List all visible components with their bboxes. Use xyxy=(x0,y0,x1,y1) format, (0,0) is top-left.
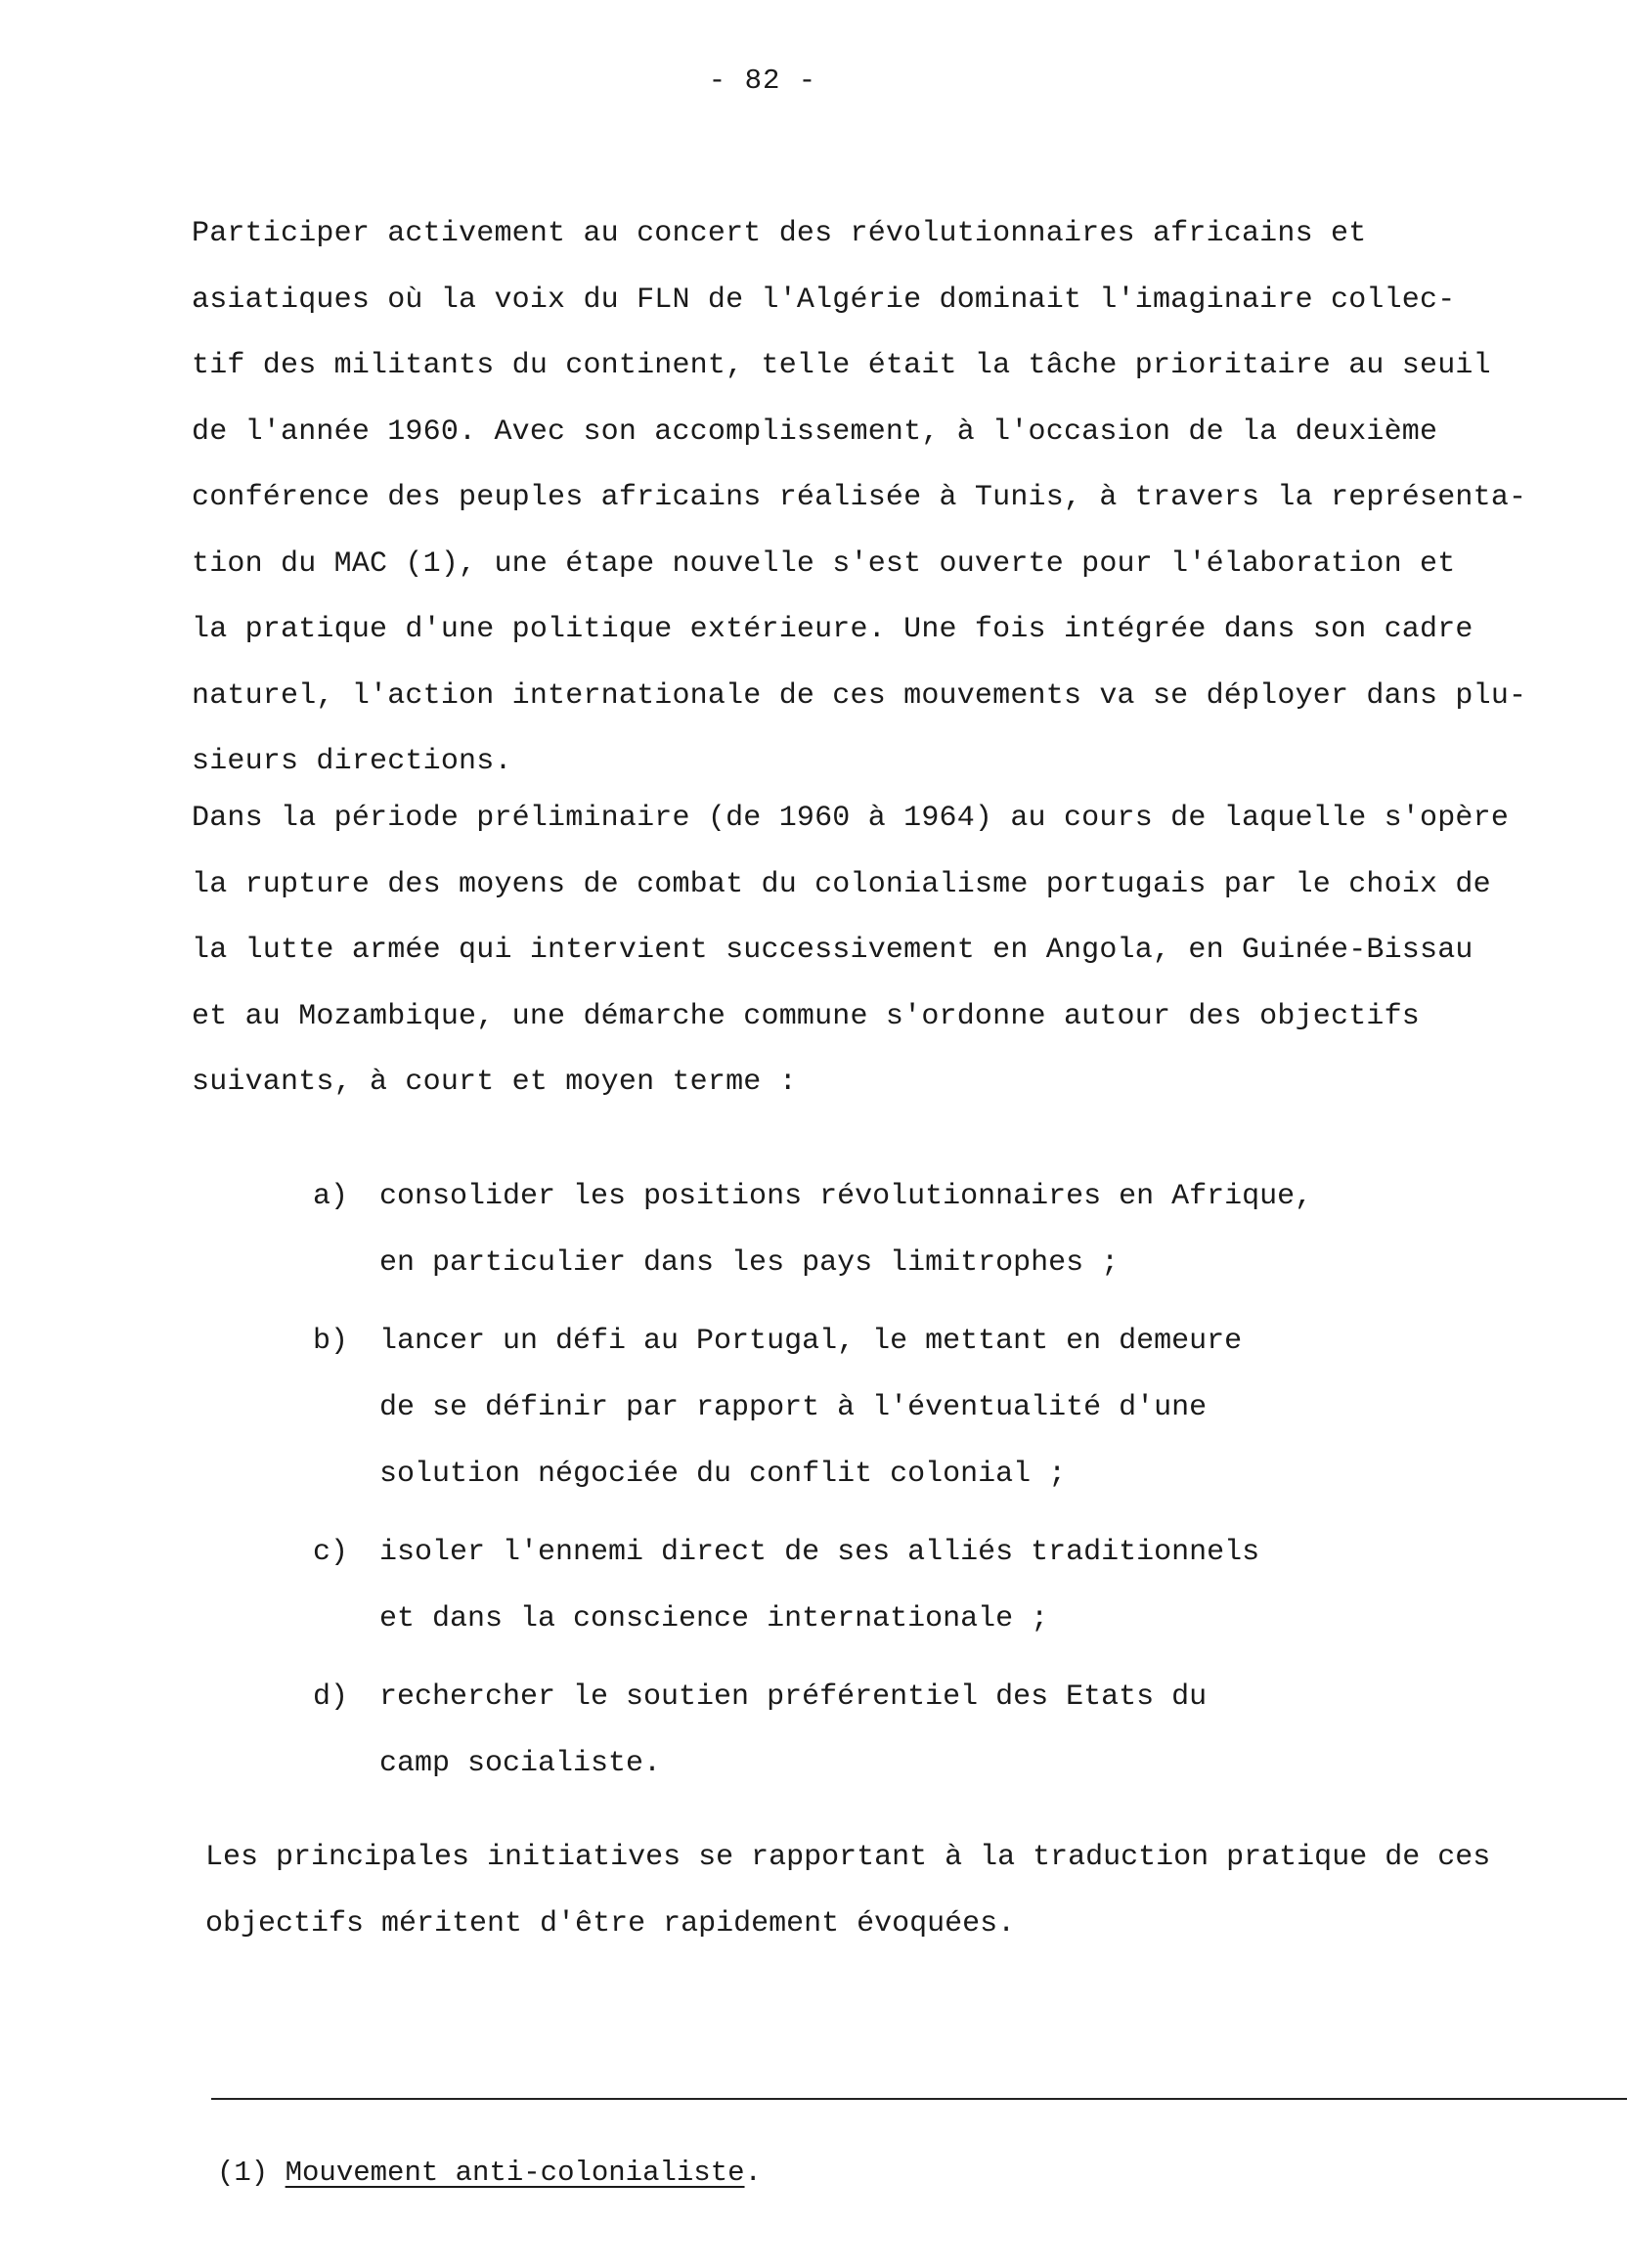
paragraph-intro xyxy=(192,201,1527,796)
text-line: tion du MAC (1), une étape nouvelle s'est ouverte pour l'élaboration et xyxy=(192,546,1456,581)
paragraph-preliminary-period xyxy=(192,786,1510,1116)
list-marker: c) xyxy=(313,1536,349,1569)
text-line: en particulier dans les pays limitrophes ; xyxy=(379,1246,1120,1280)
text-line: et au Mozambique, une démarche commune s'ordonne autour des objectifs xyxy=(192,999,1421,1033)
list-item xyxy=(313,1163,1388,1296)
text-line: consolider les positions révolutionnaires en Afrique, xyxy=(379,1180,1313,1213)
footnote-text: Mouvement anti-colonialiste xyxy=(285,2157,745,2189)
footnote xyxy=(217,2157,762,2189)
list-item xyxy=(313,1664,1388,1797)
paragraph-conclusion xyxy=(205,1824,1490,1957)
text-line: tif des militants du continent, telle était la tâche prioritaire au seuil xyxy=(192,349,1491,382)
list-item xyxy=(313,1519,1388,1652)
list-marker: b) xyxy=(313,1325,349,1358)
text-line: la lutte armée qui intervient successivement en Angola, en Guinée-Bissau xyxy=(192,934,1473,967)
footnote-marker: (1) xyxy=(217,2157,269,2189)
text-line: la rupture des moyens de combat du colonialisme portugais par le choix de xyxy=(192,867,1491,901)
list-item xyxy=(313,1308,1388,1507)
footnote-trailing: . xyxy=(744,2157,762,2189)
text-line: rechercher le soutien préférentiel des Etats du xyxy=(379,1680,1208,1714)
text-line: Participer activement au concert des révolutionnaires africains et xyxy=(192,217,1367,250)
text-line: suivants, à court et moyen terme : xyxy=(192,1066,797,1099)
text-line: naturel, l'action internationale de ces mouvements va se déployer dans plu- xyxy=(192,678,1527,713)
text-line: asiatiques où la voix du FLN de l'Algérie dominait l'imaginaire collec- xyxy=(192,283,1456,317)
list-marker: a) xyxy=(313,1180,349,1213)
text-line: conférence des peuples africains réalisée à Tunis, à travers la représenta- xyxy=(192,481,1527,514)
text-line: et dans la conscience internationale ; xyxy=(379,1602,1049,1636)
text-line: de se définir par rapport à l'éventualité d'une xyxy=(379,1391,1208,1424)
text-line: objectifs méritent d'être rapidement évoquées. xyxy=(205,1907,1016,1941)
text-line: camp socialiste. xyxy=(379,1747,662,1780)
objectives-list xyxy=(313,1163,1388,1809)
text-line: solution négociée du conflit colonial ; xyxy=(379,1458,1067,1491)
text-line: Dans la période préliminaire (de 1960 à 1964) au cours de laquelle s'opère xyxy=(192,802,1510,835)
text-line: la pratique d'une politique extérieure. Une fois intégrée dans son cadre xyxy=(192,613,1473,646)
page-number: - 82 - xyxy=(708,65,817,97)
text-line: sieurs directions. xyxy=(192,745,512,778)
text-line: lancer un défi au Portugal, le mettant en demeure xyxy=(379,1325,1243,1358)
list-marker: d) xyxy=(313,1680,349,1714)
text-line: de l'année 1960. Avec son accomplissement, à l'occasion de la deuxième xyxy=(192,414,1438,449)
text-line: Les principales initiatives se rapportant à la traduction pratique de ces xyxy=(205,1841,1491,1874)
text-line: isoler l'ennemi direct de ses alliés traditionnels xyxy=(379,1536,1260,1569)
footnote-divider xyxy=(211,2098,1627,2100)
